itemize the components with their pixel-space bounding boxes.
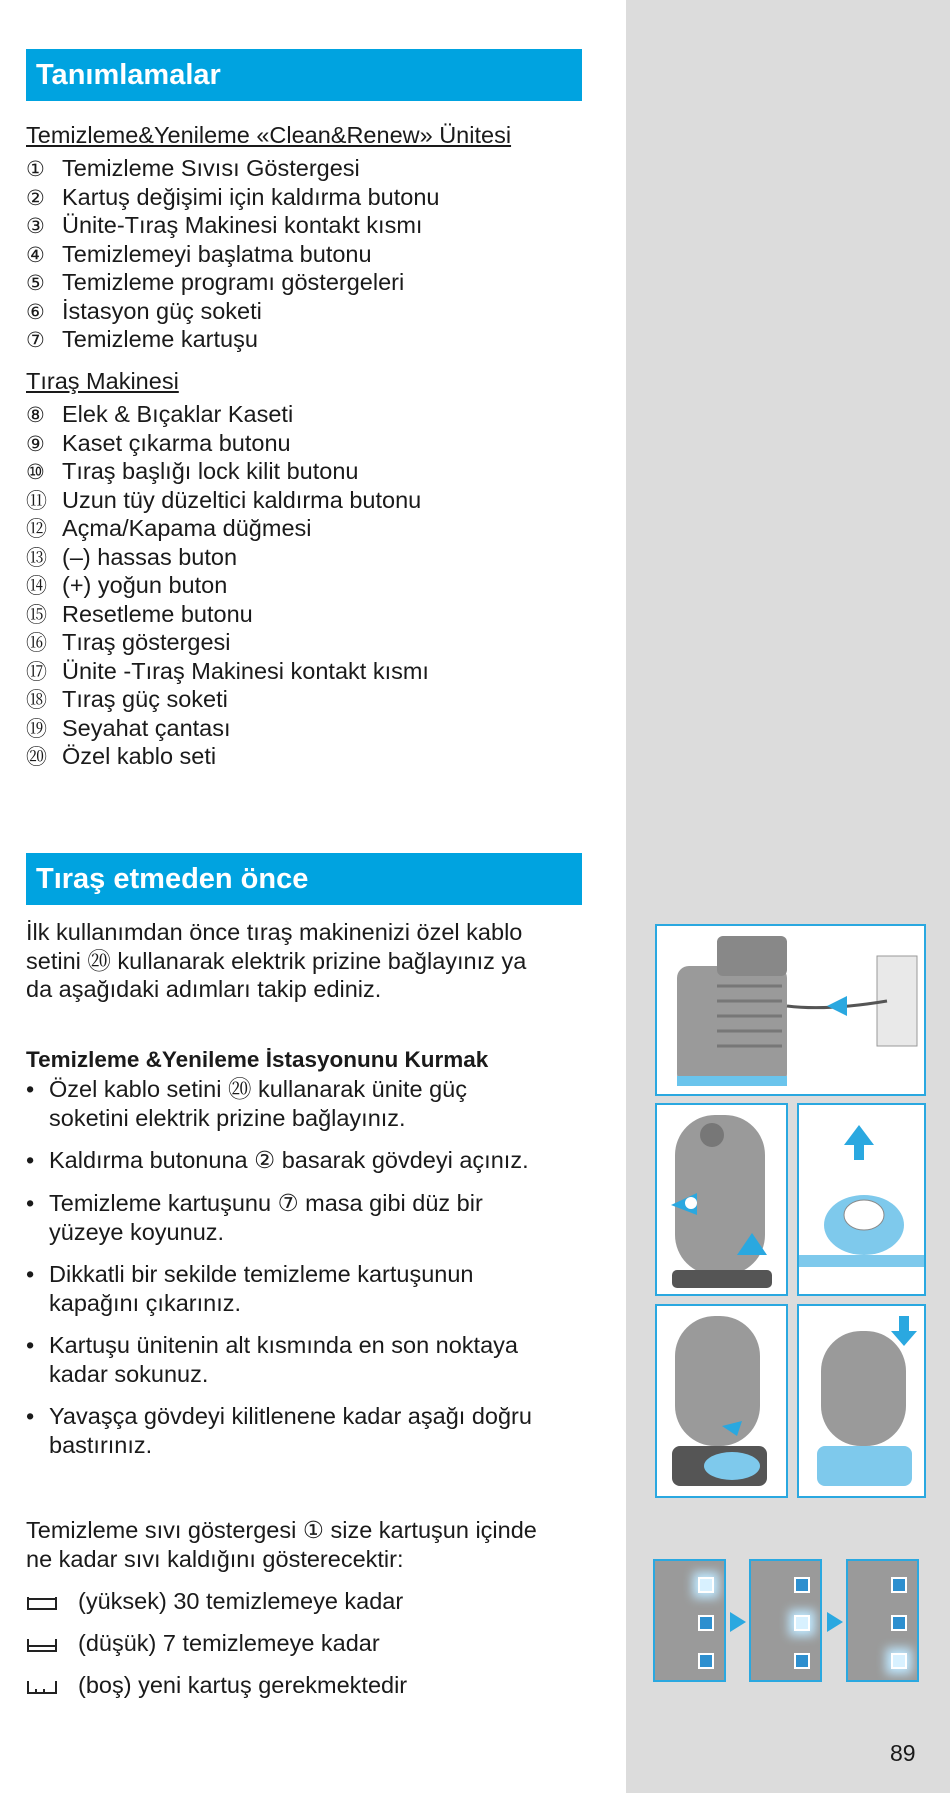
list-item: ⑱ Tıraş güç soketi [26,686,228,712]
list-item: ② Kartuş değişimi için kaldırma butonu [26,183,440,210]
led [698,1615,714,1631]
list-item: ⑧ Elek & Bıçaklar Kaseti [26,401,294,427]
arrow-right-icon [730,1612,746,1632]
list-item: • Temizleme kartuşunu ⑦ masa gibi düz bir yüzeye koyunuz. [26,1190,483,1245]
list-item: ③ Ünite-Tıraş Makinesi kontakt kısmı [26,212,423,238]
list-item: • Özel kablo setini ⑳ kullanarak ünite güç soketini elektrik prizine bağlayınız. [26,1076,467,1131]
intro-paragraph: İlk kullanımdan önce tıraş makinenizi özel kablo setini ⑳ kullanarak elektrik prizine bağlayınız ya da aşağıdaki adımları takip ediniz. [26,919,527,1002]
section-title-definitions: Tanımlamalar [26,49,582,101]
list-item: ⑲ Seyahat çantası [26,714,231,741]
setup-heading: Temizleme &Yenileme İstasyonunu Kurmak [26,1047,489,1072]
level-high-icon [26,1595,58,1611]
press-down-illustration [797,1304,926,1498]
remove-cap-illustration [797,1103,926,1296]
led [698,1653,714,1669]
list-item: • Dikkatli bir sekilde temizleme kartuşunun kapağını çıkarınız. [26,1261,474,1316]
list-item: ⑪ Uzun tüy düzeltici kaldırma butonu [26,486,422,513]
list-item: ⑭ (+) yoğun buton [26,572,228,598]
indicator-paragraph: Temizleme sıvı göstergesi ① size kartuşun içinde ne kadar sıvı kaldığını gösterecektir: [26,1517,537,1572]
indicator-panel-low [749,1559,822,1682]
led [794,1653,810,1669]
open-housing-illustration [655,1103,788,1296]
led-lit [698,1577,714,1593]
shaver-heading: Tıraş Makinesi [26,368,179,394]
list-item: ⑫ Açma/Kapama düğmesi [26,515,312,541]
list-item: ⑰ Ünite -Tıraş Makinesi kontakt kısmı [26,657,429,684]
list-item: ⑳ Özel kablo seti [26,743,217,769]
level-empty-icon [26,1679,58,1695]
led [794,1577,810,1593]
section-title-before-shaving: Tıraş etmeden önce [26,853,582,905]
list-item: ⑬ (–) hassas buton [26,543,238,570]
list-item: • Kartuşu ünitenin alt kısmında en son noktaya kadar sokunuz. [26,1332,518,1387]
level-empty-row: (boş) yeni kartuş gerekmektedir [26,1671,407,1700]
insert-cartridge-illustration [655,1304,788,1498]
list-item: ⑯ Tıraş göstergesi [26,629,231,655]
list-item: ⑥ İstasyon güç soketi [26,297,262,324]
unit-parts-list [26,154,439,354]
led [891,1577,907,1593]
list-item: • Kaldırma butonuna ② basarak gövdeyi açınız. [26,1147,529,1173]
level-high-row: (yüksek) 30 temizlemeye kadar [26,1587,403,1616]
list-item: • Yavaşça gövdeyi kilitlenene kadar aşağı doğru bastırınız. [26,1403,532,1458]
plug-in-illustration [655,924,926,1096]
list-item: ⑦ Temizleme kartuşu [26,326,258,352]
list-item: ⑤ Temizleme programı göstergeleri [26,269,405,295]
page-number: 89 [890,1740,916,1766]
shaver-parts-list [26,400,429,771]
indicator-panel-empty [846,1559,919,1682]
list-item: ⑨ Kaset çıkarma butonu [26,429,291,456]
list-item: ④ Temizlemeyi başlatma butonu [26,240,372,267]
unit-heading: Temizleme&Yenileme «Clean&Renew» Ünitesi [26,122,512,148]
arrow-right-icon [827,1612,843,1632]
level-low-row: (düşük) 7 temizlemeye kadar [26,1629,380,1658]
led-lit [794,1615,810,1631]
led [891,1615,907,1631]
sidebar-panel [626,0,950,1793]
indicator-panel-high [653,1559,726,1682]
list-item: ⑩ Tıraş başlığı lock kilit butonu [26,458,359,484]
led-lit [891,1653,907,1669]
list-item: ⑮ Resetleme butonu [26,600,253,627]
list-item: ① Temizleme Sıvısı Göstergesi [26,155,360,181]
level-low-icon [26,1637,58,1653]
